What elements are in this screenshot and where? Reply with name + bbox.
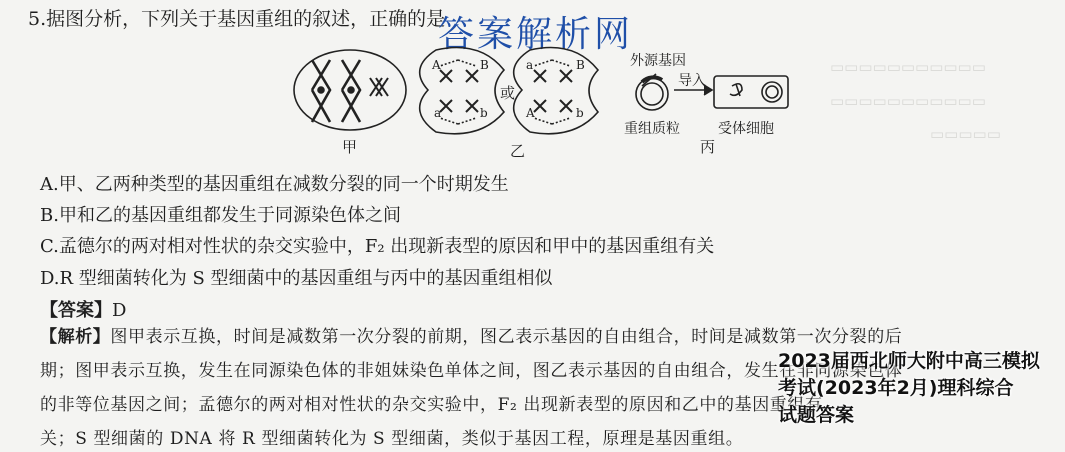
label-import: 导入: [678, 73, 706, 89]
explanation-label: 【解析】: [40, 327, 111, 347]
gene-b-lower-label: b: [480, 106, 488, 120]
question-stem: 5.据图分析，下列关于基因重组的叙述，正确的是: [28, 8, 446, 30]
figure-gene-recombination: [290, 40, 810, 160]
gene-a-label: A: [432, 58, 441, 72]
explanation-line-3: 的非等位基因之间；孟德尔的两对相对性状的杂交实验中，F₂ 出现新表型的原因和乙中的基因重组有: [40, 395, 823, 415]
site-watermark: 答案解析网: [438, 14, 634, 55]
option-a: A.甲、乙两种类型的基因重组在减数分裂的同一个时期发生: [40, 174, 509, 195]
explanation-text-1: 图甲表示互换，时间是减数第一次分裂的前期，图乙表示基因的自由组合，时间是减数第一次分裂的后: [110, 327, 903, 347]
answer-value: D: [112, 300, 127, 321]
stamp-line-1: 2023届西北师大附中高三模拟: [778, 350, 1040, 372]
bleed-through-text: ▭▭▭▭▭: [930, 125, 1001, 143]
explanation-line-4: 关；S 型细菌的 DNA 将 R 型细菌转化为 S 型细菌，类似于基因工程，原理是基因重组。: [40, 429, 744, 449]
explanation-line-2: 期；图甲表示互换，发生在同源染色体的非姐妹染色单体之间，图乙表示基因的自由组合，发生在非同源染色体: [40, 361, 903, 381]
cell-jia: [294, 50, 406, 130]
gene-b-lower-label-2: b: [576, 106, 584, 120]
figure-drawing: [290, 40, 810, 160]
bleed-through-text: ▭▭▭▭▭▭▭▭▭▭▭: [830, 58, 986, 76]
label-or: 或: [500, 84, 516, 102]
explanation-line-1: [40, 322, 902, 347]
option-d: D.R 型细菌转化为 S 型细菌中的基因重组与丙中的基因重组相似: [40, 268, 553, 289]
label-bing: 丙: [700, 138, 716, 156]
label-recombinant-plasmid: 重组质粒: [624, 121, 680, 137]
gene-a-label-2: A: [526, 106, 535, 120]
label-recipient-cell: 受体细胞: [718, 121, 774, 137]
label-yi: 乙: [510, 142, 526, 160]
stamp-line-3: 试题答案: [778, 404, 855, 426]
diagram-bing: [636, 74, 788, 110]
label-jia: 甲: [342, 138, 358, 156]
gene-a-lower-label: a: [434, 106, 442, 120]
stamp-line-2: 考试(2023年2月)理科综合: [778, 377, 1014, 399]
gene-b-label: B: [480, 58, 489, 72]
label-foreign-gene: 外源基因: [630, 53, 686, 69]
answer-label: 【答案】: [40, 300, 112, 321]
exam-title-stamp: [778, 348, 1048, 429]
gene-b-label-2: B: [576, 58, 585, 72]
gene-a-lower-label-2: a: [526, 58, 534, 72]
option-b: B.甲和乙的基因重组都发生于同源染色体之间: [40, 205, 401, 226]
bleed-through-text: ▭▭▭▭▭▭▭▭▭▭▭: [830, 92, 986, 110]
answer-line: [40, 296, 126, 322]
option-c: C.孟德尔的两对相对性状的杂交实验中，F₂ 出现新表型的原因和甲中的基因重组有关: [40, 236, 715, 257]
